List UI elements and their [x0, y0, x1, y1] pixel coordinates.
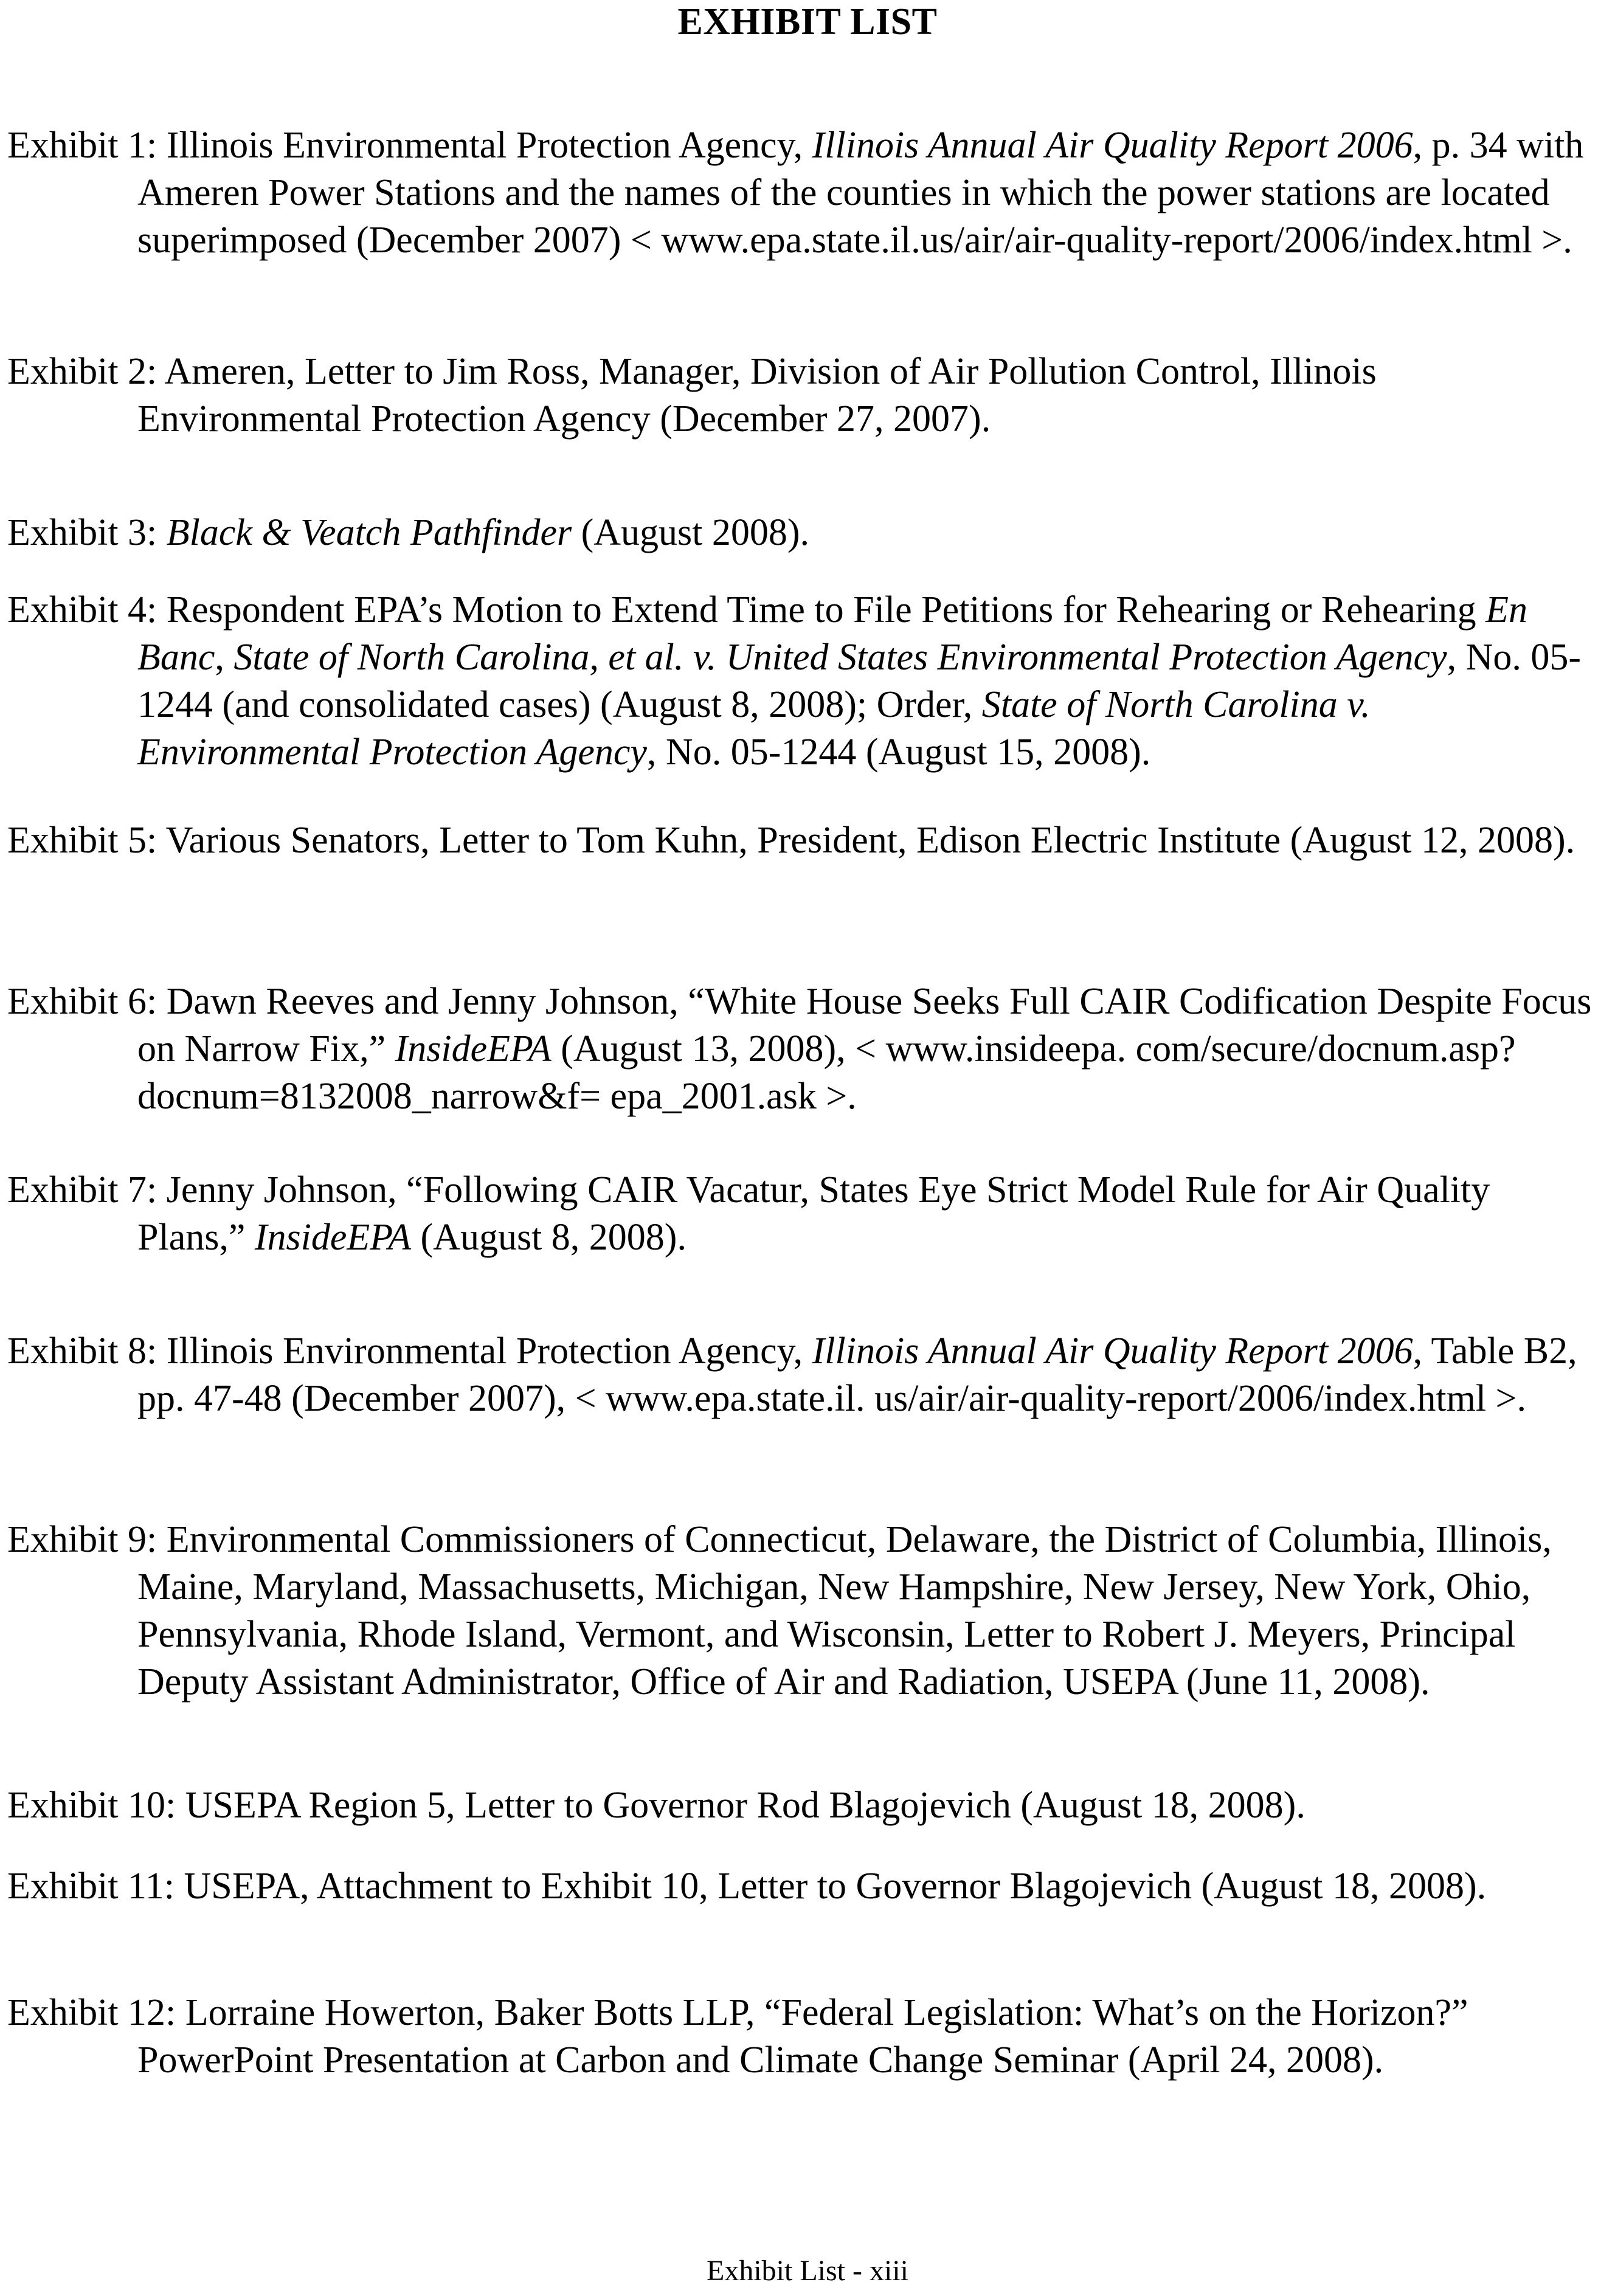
- exhibit-text: , No. 05-1244 (August 15, 2008).: [646, 731, 1151, 773]
- exhibit-label: Exhibit 11:: [7, 1866, 175, 1907]
- exhibit-entry: [7, 1782, 1594, 1829]
- exhibit-title-italic: Illinois Annual Air Quality Report 2006: [812, 125, 1413, 166]
- exhibit-label: Exhibit 7:: [7, 1169, 157, 1211]
- exhibit-text: Respondent EPA’s Motion to Extend Time to File Petitions for Rehearing or Rehearing: [166, 589, 1486, 631]
- exhibit-text: (August 8, 2008).: [411, 1217, 686, 1258]
- exhibit-label: Exhibit 8:: [7, 1330, 157, 1372]
- exhibit-title-italic: En Banc: [137, 589, 1527, 678]
- exhibit-text: , Table B2, pp. 47-48 (December 2007), < www.epa.state.il. us/air/air-quality-report/2006/index.html >.: [137, 1330, 1577, 1419]
- exhibit-entry: [7, 1862, 1594, 1910]
- exhibit-label: Exhibit 9:: [7, 1519, 157, 1560]
- exhibit-text: USEPA Region 5, Letter to Governor Rod Blagojevich (August 18, 2008).: [185, 1785, 1305, 1826]
- exhibit-text: , p. 34 with Ameren Power Stations and the names of the counties in which the power stations are located superimposed (December 2007) < www.epa.state.il.us/air/air-quality-report/2006/index.html >.: [137, 125, 1584, 261]
- exhibit-text: Various Senators, Letter to Tom Kuhn, President, Edison Electric Institute (August 12, 2008).: [165, 820, 1575, 861]
- exhibit-text: Ameren, Letter to Jim Ross, Manager, Division of Air Pollution Control, Illinois Environmental Protection Agency (December 27, 2007).: [137, 351, 1377, 440]
- page-title: EXHIBIT LIST: [677, 1, 938, 43]
- exhibit-entry: [7, 348, 1594, 443]
- exhibit-label: Exhibit 4:: [7, 589, 157, 631]
- exhibit-entry: [7, 1166, 1594, 1261]
- exhibit-text: Jenny Johnson, “Following CAIR Vacatur, States Eye Strict Model Rule for Air Quality Plans,”: [137, 1169, 1490, 1258]
- exhibit-text: Dawn Reeves and Jenny Johnson, “White House Seeks Full CAIR Codification Despite Focus on Narrow Fix,”: [137, 981, 1592, 1070]
- exhibit-label: Exhibit 1:: [7, 125, 157, 166]
- exhibit-entry: [7, 586, 1594, 776]
- exhibit-title-italic: Illinois Annual Air Quality Report 2006: [812, 1330, 1413, 1372]
- exhibit-entry: [7, 1989, 1594, 2084]
- exhibit-entry: [7, 978, 1594, 1120]
- exhibit-entry: [7, 1327, 1594, 1422]
- exhibit-text: Illinois Environmental Protection Agency,: [166, 1330, 812, 1372]
- exhibit-entry: [7, 817, 1594, 864]
- exhibit-label: Exhibit 6:: [7, 981, 157, 1022]
- exhibit-entry: [7, 122, 1594, 264]
- exhibit-title-italic: InsideEPA: [395, 1028, 552, 1070]
- exhibit-text: Lorraine Howerton, Baker Botts LLP, “Federal Legislation: What’s on the Horizon?” PowerPoint Presentation at Carbon and Climate Change Seminar (April 24, 2008).: [137, 1992, 1468, 2081]
- exhibit-label: Exhibit 3:: [7, 512, 157, 553]
- exhibit-entry: [7, 1516, 1594, 1706]
- exhibit-text: Environmental Commissioners of Connecticut, Delaware, the District of Columbia, Illinois, Maine, Maryland, Massachusetts, Michigan, New Hampshire, New Jersey, New York, Ohio, Pennsylvania, Rhode Island, Vermont, and Wisconsin, Letter to Robert J. Meyers, Principal Deputy Assistant Administrator, Office of Air and Radiation, USEPA (June 11, 2008).: [137, 1519, 1552, 1703]
- exhibit-label: Exhibit 2:: [7, 351, 157, 392]
- exhibit-text: (August 13, 2008), < www.insideepa. com/secure/docnum.asp?docnum=8132008_narrow&f= epa_2001.ask >.: [137, 1028, 1516, 1117]
- exhibit-label: Exhibit 12:: [7, 1992, 176, 2033]
- exhibit-text: ,: [215, 637, 234, 678]
- exhibit-title-italic: Black & Veatch Pathfinder: [166, 512, 572, 553]
- exhibit-entry: [7, 509, 1594, 556]
- exhibit-title-italic: State of North Carolina, et al. v. United States Environmental Protection Agency: [233, 637, 1447, 678]
- exhibit-text: , No. 05-1244 (and consolidated cases) (August 8, 2008); Order,: [137, 637, 1581, 725]
- exhibit-label: Exhibit 10:: [7, 1785, 176, 1826]
- exhibit-title-italic: InsideEPA: [254, 1217, 412, 1258]
- exhibit-text: USEPA, Attachment to Exhibit 10, Letter to Governor Blagojevich (August 18, 2008).: [184, 1866, 1487, 1907]
- exhibit-text: (August 2008).: [572, 512, 810, 553]
- page-footer: Exhibit List - xiii: [707, 2255, 908, 2287]
- exhibit-label: Exhibit 5:: [7, 820, 157, 861]
- exhibit-title-italic: State of North Carolina v. Environmental Protection Agency: [137, 684, 1371, 773]
- exhibit-text: Illinois Environmental Protection Agency,: [166, 125, 812, 166]
